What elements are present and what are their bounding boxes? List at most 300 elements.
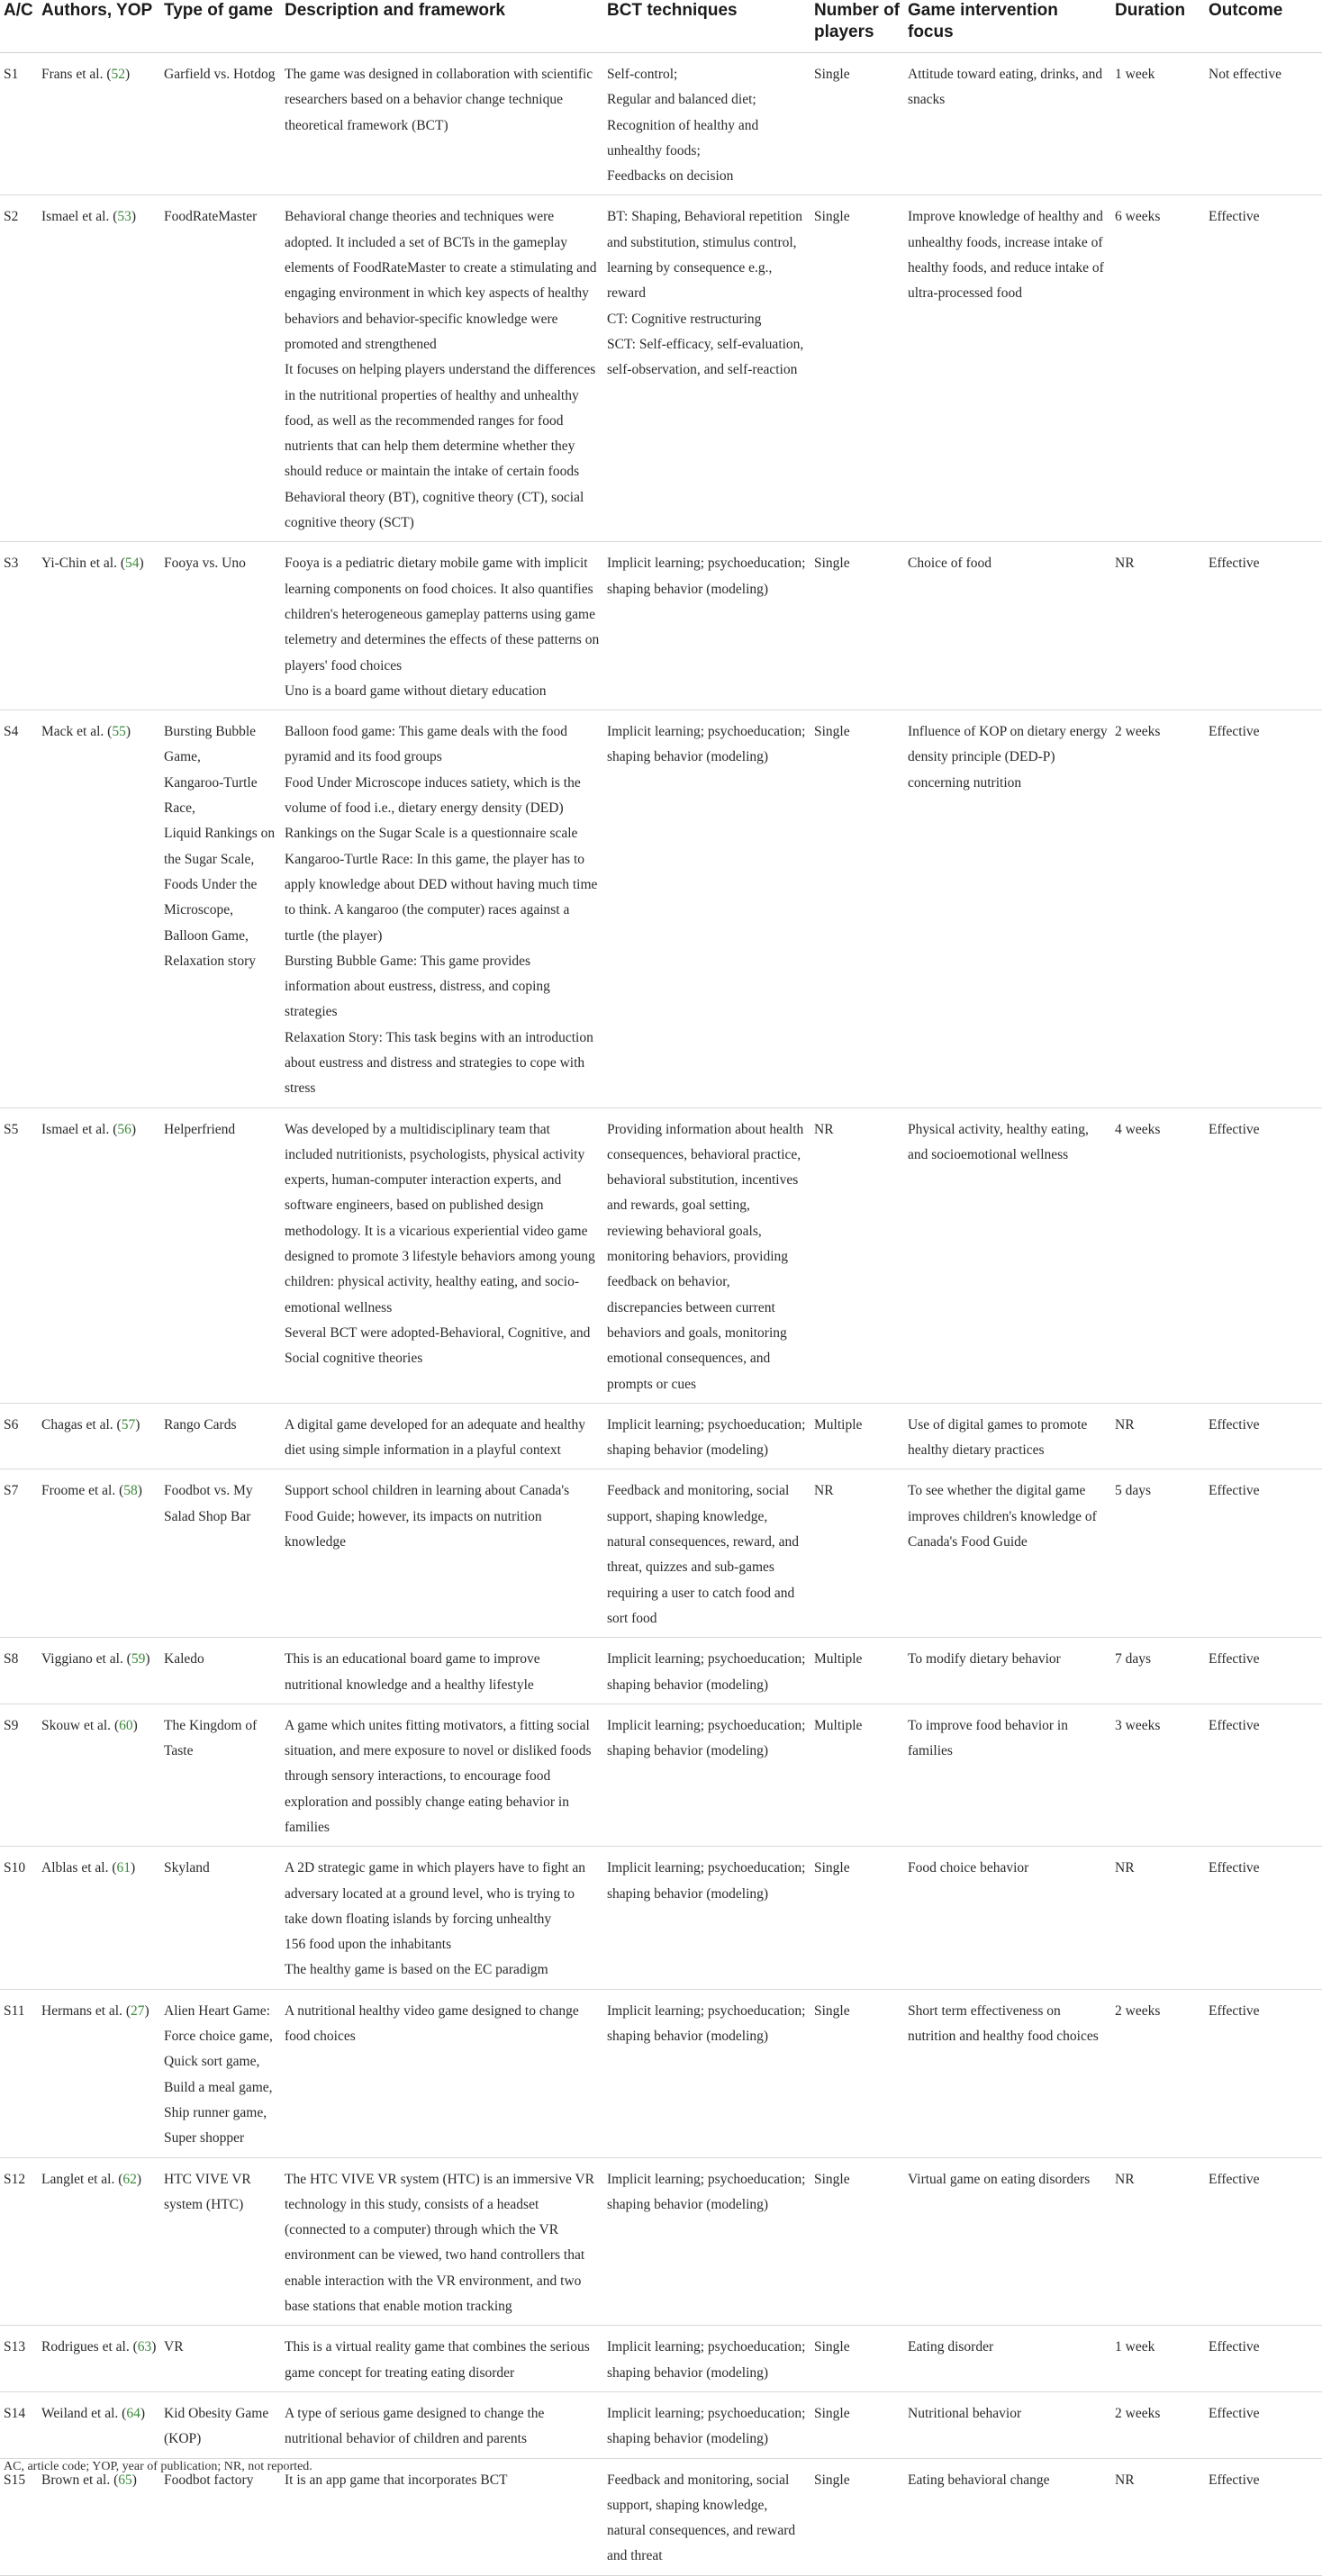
- table-row: [0, 1107, 1322, 1403]
- cell-description: [281, 2157, 603, 2326]
- outcome-value: Effective: [1209, 1717, 1260, 1733]
- game-type-line: Kangaroo-Turtle Race,: [164, 774, 258, 817]
- bct-line: Implicit learning; psychoeducation; shaping behavior (modeling): [607, 1860, 806, 1902]
- header-outcome: Outcome: [1205, 0, 1322, 53]
- table-row: [0, 1847, 1322, 1989]
- focus-value: Food choice behavior: [908, 1860, 1029, 1876]
- cell-description: [281, 1638, 603, 1704]
- cell-outcome: [1205, 1704, 1322, 1846]
- players-value: Single: [814, 1860, 850, 1876]
- description-paragraph: A digital game developed for an adequate and healthy diet using simple information in a playful context: [285, 1416, 585, 1459]
- cell-focus: [904, 2157, 1111, 2326]
- reference-link[interactable]: 55: [112, 724, 126, 740]
- bct-line: Regular and balanced diet;: [607, 92, 756, 108]
- description-paragraph: This is an educational board game to improve nutritional knowledge and a healthy lifestyle: [285, 1651, 540, 1693]
- game-type-line: Garfield vs. Hotdog: [164, 67, 276, 82]
- cell-bct: [603, 1107, 810, 1403]
- reference-link[interactable]: 54: [125, 556, 140, 572]
- cell-duration: [1111, 2391, 1205, 2458]
- author-name: Ismael et al.: [41, 209, 110, 225]
- duration-value: 5 days: [1115, 1483, 1152, 1499]
- description-paragraph: Bursting Bubble Game: This game provides information about eustress, distress, and coping strategies: [285, 953, 550, 1020]
- cell-game-type: [160, 195, 281, 542]
- cell-bct: [603, 2391, 810, 2458]
- cell-authors: Alblas et al. (61): [38, 1847, 160, 1989]
- cell-game-type: [160, 710, 281, 1107]
- table-row: [0, 1469, 1322, 1638]
- header-authors: Authors, YOP: [38, 0, 160, 53]
- cell-description: [281, 1469, 603, 1638]
- header-type: Type of game: [160, 0, 281, 53]
- players-value: NR: [814, 1483, 834, 1499]
- cell-outcome: [1205, 1847, 1322, 1989]
- cell-description: [281, 53, 603, 195]
- cell-ac: [0, 1469, 38, 1638]
- article-code: S3: [4, 556, 19, 572]
- cell-focus: [904, 1704, 1111, 1846]
- description-paragraph: A type of serious game designed to change the nutritional behavior of children and parents: [285, 2405, 545, 2447]
- cell-focus: [904, 53, 1111, 195]
- cell-players: [810, 1704, 904, 1846]
- cell-players: [810, 542, 904, 710]
- players-value: Multiple: [814, 1651, 863, 1668]
- reference-link[interactable]: 61: [116, 1860, 131, 1876]
- bct-line: BT: Shaping, Behavioral repetition and substitution, stimulus control, learning by consequence e.g., reward: [607, 209, 803, 302]
- cell-description: [281, 1989, 603, 2157]
- table-row: [0, 1989, 1322, 2157]
- outcome-value: Effective: [1209, 1651, 1260, 1668]
- cell-players: [810, 2157, 904, 2326]
- outcome-value: Effective: [1209, 2405, 1260, 2421]
- game-type-line: Bursting Bubble Game,: [164, 724, 257, 765]
- players-value: Single: [814, 724, 850, 740]
- game-type-line: Kaledo: [164, 1651, 204, 1668]
- header-players: Number of players: [810, 0, 904, 53]
- bct-line: Self-control;: [607, 67, 678, 82]
- article-code: S10: [4, 1860, 26, 1876]
- cell-players: [810, 1847, 904, 1989]
- description-paragraph: Behavioral theory (BT), cognitive theory (CT), social cognitive theory (SCT): [285, 489, 584, 531]
- cell-players: [810, 1989, 904, 2157]
- author-name: Viggiano et al.: [41, 1651, 123, 1668]
- cell-game-type: [160, 2326, 281, 2392]
- outcome-value: Effective: [1209, 724, 1260, 740]
- duration-value: 1 week: [1115, 2339, 1155, 2355]
- author-name: Rodrigues et al.: [41, 2339, 130, 2355]
- cell-outcome: [1205, 542, 1322, 710]
- cell-authors: Weiland et al. (64): [38, 2391, 160, 2458]
- cell-description: [281, 1704, 603, 1846]
- cell-bct: [603, 2458, 810, 2575]
- cell-focus: [904, 1638, 1111, 1704]
- players-value: Multiple: [814, 1717, 863, 1733]
- cell-bct: [603, 2157, 810, 2326]
- focus-value: Short term effectiveness on nutrition and healthy food choices: [908, 2002, 1099, 2045]
- cell-authors: Frans et al. (52): [38, 53, 160, 195]
- cell-authors: Chagas et al. (57): [38, 1403, 160, 1469]
- table-body: [0, 53, 1322, 2576]
- author-name: Froome et al.: [41, 1483, 116, 1499]
- cell-focus: [904, 710, 1111, 1107]
- outcome-value: Effective: [1209, 209, 1260, 225]
- description-paragraph: This is a virtual reality game that combines the serious game concept for treating eating disorder: [285, 2339, 590, 2381]
- bct-line: Feedback and monitoring, social support, shaping knowledge, natural consequences, and reward and threat: [607, 2472, 796, 2564]
- duration-value: NR: [1115, 2171, 1135, 2187]
- article-code: S15: [4, 2472, 26, 2488]
- cell-description: [281, 2458, 603, 2575]
- duration-value: 4 weeks: [1115, 1121, 1161, 1137]
- reference-link[interactable]: 63: [137, 2339, 152, 2355]
- cell-ac: [0, 1847, 38, 1989]
- article-code: S4: [4, 724, 19, 740]
- cell-bct: [603, 1989, 810, 2157]
- cell-ac: [0, 2458, 38, 2575]
- cell-authors: Viggiano et al. (59): [38, 1638, 160, 1704]
- duration-value: NR: [1115, 2472, 1135, 2488]
- cell-authors: Langlet et al. (62): [38, 2157, 160, 2326]
- article-code: S12: [4, 2171, 26, 2187]
- description-paragraph: A nutritional healthy video game designed to change food choices: [285, 2002, 579, 2045]
- description-paragraph: It is an app game that incorporates BCT: [285, 2472, 508, 2488]
- cell-ac: [0, 1704, 38, 1846]
- author-name: Weiland et al.: [41, 2405, 119, 2421]
- players-value: Single: [814, 2339, 850, 2355]
- article-code: S5: [4, 1121, 19, 1137]
- focus-value: To improve food behavior in families: [908, 1717, 1068, 1759]
- duration-value: 7 days: [1115, 1651, 1152, 1668]
- focus-value: Use of digital games to promote healthy dietary practices: [908, 1416, 1088, 1459]
- game-type-line: Balloon Game,: [164, 927, 249, 944]
- cell-description: [281, 1107, 603, 1403]
- cell-bct: [603, 1847, 810, 1989]
- cell-game-type: [160, 53, 281, 195]
- players-value: Single: [814, 67, 850, 82]
- cell-authors: Rodrigues et al. (63): [38, 2326, 160, 2392]
- description-paragraph: Rankings on the Sugar Scale is a questionnaire scale: [285, 826, 578, 842]
- cell-bct: [603, 542, 810, 710]
- game-type-line: Fooya vs. Uno: [164, 556, 246, 572]
- table-row: [0, 710, 1322, 1107]
- cell-bct: [603, 195, 810, 542]
- cell-bct: [603, 1704, 810, 1846]
- cell-duration: [1111, 1989, 1205, 2157]
- cell-players: [810, 710, 904, 1107]
- cell-ac: [0, 710, 38, 1107]
- description-paragraph: Food Under Microscope induces satiety, which is the volume of food i.e., dietary energy density (DED): [285, 774, 581, 817]
- cell-bct: [603, 1638, 810, 1704]
- cell-players: [810, 2326, 904, 2392]
- article-code: S2: [4, 209, 19, 225]
- article-code: S13: [4, 2339, 26, 2355]
- game-type-line: Alien Heart Game:: [164, 2002, 270, 2019]
- cell-ac: [0, 1989, 38, 2157]
- duration-value: 2 weeks: [1115, 2405, 1161, 2421]
- header-row: [0, 0, 1322, 53]
- author-name: Mack et al.: [41, 724, 104, 740]
- duration-value: 1 week: [1115, 67, 1155, 82]
- cell-players: [810, 53, 904, 195]
- cell-description: [281, 1847, 603, 1989]
- header-bct: BCT techniques: [603, 0, 810, 53]
- cell-duration: [1111, 2458, 1205, 2575]
- cell-description: [281, 542, 603, 710]
- description-paragraph: Support school children in learning about Canada's Food Guide; however, its impacts on nutrition knowledge: [285, 1483, 570, 1550]
- cell-players: [810, 1107, 904, 1403]
- article-code: S11: [4, 2002, 25, 2019]
- outcome-value: Effective: [1209, 1483, 1260, 1499]
- table-row: [0, 2157, 1322, 2326]
- outcome-value: Effective: [1209, 2339, 1260, 2355]
- focus-value: Eating behavioral change: [908, 2472, 1050, 2488]
- reference-link[interactable]: 62: [122, 2171, 137, 2187]
- cell-authors: Ismael et al. (53): [38, 195, 160, 542]
- table-row: [0, 1638, 1322, 1704]
- article-code: S6: [4, 1416, 19, 1433]
- game-type-line: Force choice game,: [164, 2029, 273, 2045]
- game-type-line: Quick sort game,: [164, 2054, 260, 2070]
- cell-focus: [904, 1403, 1111, 1469]
- bct-line: Implicit learning; psychoeducation; shaping behavior (modeling): [607, 2405, 806, 2447]
- cell-duration: [1111, 2326, 1205, 2392]
- game-type-line: Rango Cards: [164, 1416, 237, 1433]
- description-paragraph: Behavioral change theories and techniques were adopted. It included a set of BCTs in the gameplay elements of FoodRateMaster to create a stimulating and engaging environment in which key aspects of healthy behaviors and behavior-specific knowledge were promoted and strengthened: [285, 209, 597, 352]
- cell-players: [810, 2391, 904, 2458]
- cell-description: [281, 710, 603, 1107]
- game-type-line: Skyland: [164, 1860, 210, 1876]
- cell-focus: [904, 542, 1111, 710]
- cell-bct: [603, 1469, 810, 1638]
- cell-outcome: [1205, 1107, 1322, 1403]
- reference-link[interactable]: 59: [131, 1651, 146, 1668]
- cell-ac: [0, 542, 38, 710]
- reference-link[interactable]: 56: [117, 1121, 131, 1137]
- bct-line: CT: Cognitive restructuring: [607, 311, 762, 327]
- cell-game-type: [160, 1469, 281, 1638]
- header-duration: Duration: [1111, 0, 1205, 53]
- article-code: S9: [4, 1717, 19, 1733]
- bct-line: SCT: Self-efficacy, self-evaluation, self-observation, and self-reaction: [607, 336, 804, 378]
- table-row: [0, 542, 1322, 710]
- article-code: S8: [4, 1651, 19, 1668]
- author-name: Brown et al.: [41, 2472, 111, 2488]
- cell-duration: [1111, 1469, 1205, 1638]
- cell-duration: [1111, 542, 1205, 710]
- bct-line: Implicit learning; psychoeducation; shaping behavior (modeling): [607, 1651, 806, 1693]
- cell-duration: [1111, 1847, 1205, 1989]
- focus-value: To modify dietary behavior: [908, 1651, 1061, 1668]
- game-type-line: Super shopper: [164, 2130, 245, 2147]
- outcome-value: Effective: [1209, 556, 1260, 572]
- description-paragraph: Fooya is a pediatric dietary mobile game with implicit learning components on food choices. It also quantifies children's heterogeneous gameplay patterns using game telemetry and determines the effects of these patterns on players' food choices: [285, 556, 600, 673]
- cell-outcome: [1205, 2458, 1322, 2575]
- cell-players: [810, 1403, 904, 1469]
- cell-game-type: [160, 1403, 281, 1469]
- description-paragraph: 156 food upon the inhabitants: [285, 1937, 452, 1953]
- author-name: Skouw et al.: [41, 1717, 112, 1733]
- article-code: S1: [4, 67, 19, 82]
- header-description: Description and framework: [281, 0, 603, 53]
- author-name: Frans et al.: [41, 67, 104, 82]
- duration-value: 6 weeks: [1115, 209, 1161, 225]
- table-footnote: AC, article code; YOP, year of publication; NR, not reported.: [4, 2460, 312, 2473]
- author-name: Yi-Chin et al.: [41, 556, 117, 572]
- bct-line: Implicit learning; psychoeducation; shaping behavior (modeling): [607, 1717, 806, 1759]
- author-name: Langlet et al.: [41, 2171, 115, 2187]
- duration-value: NR: [1115, 1416, 1135, 1433]
- bct-line: Feedbacks on decision: [607, 168, 734, 185]
- cell-duration: [1111, 2157, 1205, 2326]
- reference-link[interactable]: 57: [121, 1416, 136, 1433]
- focus-value: Virtual game on eating disorders: [908, 2171, 1091, 2187]
- players-value: Single: [814, 556, 850, 572]
- cell-ac: [0, 53, 38, 195]
- cell-duration: [1111, 1638, 1205, 1704]
- cell-focus: [904, 2391, 1111, 2458]
- outcome-value: Effective: [1209, 1860, 1260, 1876]
- game-type-line: Foods Under the Microscope,: [164, 876, 258, 918]
- cell-bct: [603, 1403, 810, 1469]
- description-paragraph: Several BCT were adopted-Behavioral, Cognitive, and Social cognitive theories: [285, 1324, 591, 1367]
- game-type-line: Kid Obesity Game (KOP): [164, 2405, 269, 2447]
- cell-focus: [904, 2458, 1111, 2575]
- focus-value: Improve knowledge of healthy and unhealthy foods, increase intake of healthy foods, and reduce intake of ultra-processed food: [908, 209, 1104, 302]
- cell-game-type: [160, 542, 281, 710]
- players-value: Single: [814, 2002, 850, 2019]
- players-value: Single: [814, 209, 850, 225]
- focus-value: Nutritional behavior: [908, 2405, 1022, 2421]
- cell-outcome: [1205, 2326, 1322, 2392]
- cell-authors: Ismael et al. (56): [38, 1107, 160, 1403]
- players-value: Single: [814, 2171, 850, 2187]
- description-paragraph: Balloon food game: This game deals with the food pyramid and its food groups: [285, 724, 567, 765]
- cell-players: [810, 2458, 904, 2575]
- focus-value: Attitude toward eating, drinks, and snacks: [908, 67, 1103, 108]
- table-row: [0, 2391, 1322, 2458]
- reference-link[interactable]: 64: [126, 2405, 140, 2421]
- cell-outcome: [1205, 1989, 1322, 2157]
- author-name: Ismael et al.: [41, 1121, 110, 1137]
- cell-players: [810, 1638, 904, 1704]
- outcome-value: Effective: [1209, 2472, 1260, 2488]
- table-row: [0, 1403, 1322, 1469]
- description-paragraph: Uno is a board game without dietary education: [285, 682, 547, 699]
- focus-value: Influence of KOP on dietary energy density principle (DED-P) concerning nutrition: [908, 724, 1108, 791]
- cell-focus: [904, 2326, 1111, 2392]
- bct-line: Implicit learning; psychoeducation; shaping behavior (modeling): [607, 724, 806, 765]
- outcome-value: Not effective: [1209, 67, 1282, 82]
- focus-value: Choice of food: [908, 556, 992, 572]
- cell-duration: [1111, 710, 1205, 1107]
- cell-game-type: [160, 1107, 281, 1403]
- description-paragraph: Was developed by a multidisciplinary team that included nutritionists, psychologists, physical activity experts, human-computer interaction experts, and software engineers, based on published design methodology. It is a vicarious experiential video game designed to promote 3 lifestyle behaviors among young children: physical activity, healthy eating, and socio-emotional wellness: [285, 1121, 595, 1315]
- bct-line: Implicit learning; psychoeducation; shaping behavior (modeling): [607, 2002, 806, 2045]
- table-row: [0, 2326, 1322, 2392]
- cell-focus: [904, 1469, 1111, 1638]
- cell-players: [810, 195, 904, 542]
- game-type-line: Foodbot vs. My Salad Shop Bar: [164, 1483, 253, 1524]
- cell-game-type: [160, 1704, 281, 1846]
- outcome-value: Effective: [1209, 1121, 1260, 1137]
- cell-ac: [0, 2391, 38, 2458]
- description-paragraph: A 2D strategic game in which players have to fight an adversary located at a ground level, who is trying to take down floating islands by forcing unhealthy: [285, 1860, 586, 1927]
- cell-game-type: [160, 2391, 281, 2458]
- cell-game-type: [160, 1638, 281, 1704]
- outcome-value: Effective: [1209, 2171, 1260, 2187]
- article-code: S14: [4, 2405, 26, 2421]
- cell-bct: [603, 2326, 810, 2392]
- game-type-line: Relaxation story: [164, 953, 257, 969]
- bct-line: Recognition of healthy and unhealthy foods;: [607, 117, 759, 158]
- description-paragraph: The game was designed in collaboration with scientific researchers based on a behavior change technique theoretical framework (BCT): [285, 67, 593, 133]
- reference-link[interactable]: 60: [119, 1717, 133, 1733]
- cell-ac: [0, 1638, 38, 1704]
- description-paragraph: The healthy game is based on the EC paradigm: [285, 1962, 548, 1978]
- cell-outcome: [1205, 195, 1322, 542]
- bct-line: Implicit learning; psychoeducation; shaping behavior (modeling): [607, 2339, 806, 2381]
- cell-ac: [0, 1107, 38, 1403]
- cell-duration: [1111, 1403, 1205, 1469]
- reference-link[interactable]: 52: [111, 67, 125, 82]
- players-value: Multiple: [814, 1416, 863, 1433]
- cell-outcome: [1205, 53, 1322, 195]
- game-type-line: Helperfriend: [164, 1121, 236, 1137]
- reference-link[interactable]: 53: [117, 209, 131, 225]
- cell-outcome: [1205, 710, 1322, 1107]
- cell-bct: [603, 53, 810, 195]
- cell-duration: [1111, 1107, 1205, 1403]
- focus-value: To see whether the digital game improves children's knowledge of Canada's Food Guide: [908, 1483, 1097, 1550]
- table-row: [0, 1704, 1322, 1846]
- table-row: [0, 53, 1322, 195]
- cell-game-type: [160, 2157, 281, 2326]
- focus-value: Physical activity, healthy eating, and socioemotional wellness: [908, 1121, 1089, 1162]
- game-type-line: FoodRateMaster: [164, 209, 258, 225]
- author-name: Hermans et al.: [41, 2002, 122, 2019]
- cell-authors: Mack et al. (55): [38, 710, 160, 1107]
- cell-outcome: [1205, 1469, 1322, 1638]
- cell-ac: [0, 1403, 38, 1469]
- reference-link[interactable]: 58: [123, 1483, 138, 1499]
- game-type-line: The Kingdom of Taste: [164, 1717, 258, 1759]
- duration-value: 3 weeks: [1115, 1717, 1161, 1733]
- table-row: [0, 195, 1322, 542]
- reference-link[interactable]: 27: [131, 2002, 145, 2019]
- cell-description: [281, 1403, 603, 1469]
- cell-ac: [0, 2326, 38, 2392]
- description-paragraph: Relaxation Story: This task begins with an introduction about eustress and distress and strategies to cope with stress: [285, 1029, 593, 1097]
- description-paragraph: The HTC VIVE VR system (HTC) is an immersive VR technology in this study, consists of a headset (connected to a computer) through which the VR environment can be viewed, two hand controllers that enable interaction with the VR environment, and two base stations that enable motion tracking: [285, 2171, 594, 2315]
- reference-link[interactable]: 65: [118, 2472, 132, 2488]
- game-type-line: HTC VIVE VR system (HTC): [164, 2171, 251, 2212]
- cell-players: [810, 1469, 904, 1638]
- cell-authors: Froome et al. (58): [38, 1469, 160, 1638]
- cell-authors: Brown et al. (65): [38, 2458, 160, 2575]
- cell-duration: [1111, 195, 1205, 542]
- cell-description: [281, 195, 603, 542]
- cell-focus: [904, 1107, 1111, 1403]
- game-type-line: Foodbot factory: [164, 2472, 254, 2488]
- cell-outcome: [1205, 1638, 1322, 1704]
- game-type-line: Ship runner game,: [164, 2104, 267, 2120]
- focus-value: Eating disorder: [908, 2339, 994, 2355]
- description-paragraph: A game which unites fitting motivators, a fitting social situation, and mere exposure to novel or disliked foods through sensory interactions, to encourage food exploration and possibly change eating behavior in families: [285, 1717, 592, 1835]
- author-name: Chagas et al.: [41, 1416, 113, 1433]
- cell-duration: [1111, 1704, 1205, 1846]
- description-paragraph: It focuses on helping players understand the differences in the nutritional properties of healthy and unhealthy food, as well as the recommended ranges for food nutrients that can help them determine whether they should reduce or maintain the intake of certain foods: [285, 362, 596, 480]
- cell-outcome: [1205, 2157, 1322, 2326]
- outcome-value: Effective: [1209, 1416, 1260, 1433]
- bct-line: Feedback and monitoring, social support, shaping knowledge, natural consequences, reward, and threat, quizzes and sub-games requiring a user to catch food and sort food: [607, 1483, 800, 1626]
